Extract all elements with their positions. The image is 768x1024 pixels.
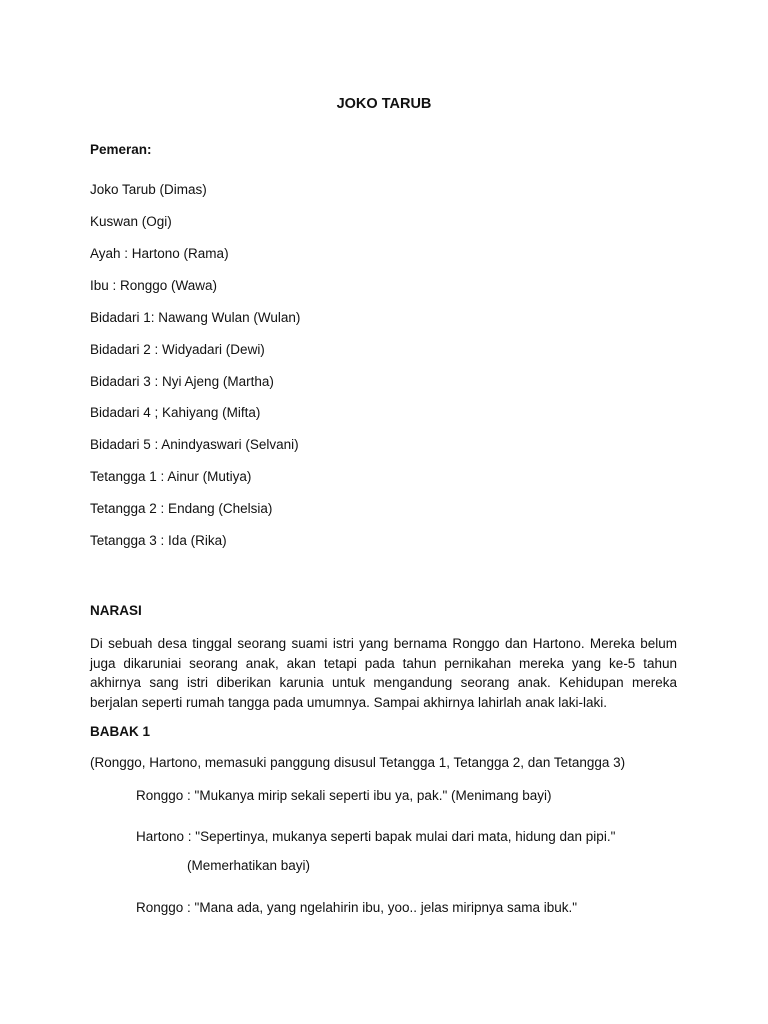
narasi-paragraph: Di sebuah desa tinggal seorang suami istri yang bernama Ronggo dan Hartono. Mereka belum juga dikaruniai seorang anak, akan tetapi pada tahun pernikahan mereka yang ke-5 tahun akhirnya sang istri diberikan karunia untuk mengandung seorang anak. Kehidupan mereka berjalan seperti rumah tangga pada umumnya. Sampai akhirnya lahirlah anak laki-laki. [90,636,677,710]
cast-item: Kuswan (Ogi) [90,214,172,229]
cast-item: Tetangga 3 : Ida (Rika) [90,533,227,548]
cast-item: Bidadari 1: Nawang Wulan (Wulan) [90,310,301,325]
cast-heading: Pemeran: [90,142,152,157]
cast-item: Bidadari 2 : Widyadari (Dewi) [90,342,265,357]
dialog-line: Ronggo : "Mukanya mirip sekali seperti ibu ya, pak." (Menimang bayi) [136,788,552,803]
stage-direction: (Ronggo, Hartono, memasuki panggung disusul Tetangga 1, Tetangga 2, dan Tetangga 3) [90,755,626,770]
cast-item: Joko Tarub (Dimas) [90,182,207,197]
narasi-heading: NARASI [90,603,142,618]
babak-heading: BABAK 1 [90,724,151,739]
dialog-line: Ronggo : "Mana ada, yang ngelahirin ibu, yoo.. jelas miripnya sama ibuk." [136,900,578,915]
cast-item: Bidadari 3 : Nyi Ajeng (Martha) [90,374,274,389]
dialog-line: Hartono : "Sepertinya, mukanya seperti bapak mulai dari mata, hidung dan pipi." [136,829,616,844]
cast-item: Ayah : Hartono (Rama) [90,246,229,261]
cast-item: Bidadari 5 : Anindyaswari (Selvani) [90,437,299,452]
cast-item: Bidadari 4 ; Kahiyang (Mifta) [90,405,261,420]
cast-item: Tetangga 2 : Endang (Chelsia) [90,501,273,516]
cast-item: Tetangga 1 : Ainur (Mutiya) [90,469,252,484]
cast-item: Ibu : Ronggo (Wawa) [90,278,218,293]
document-title: JOKO TARUB [336,96,432,112]
dialog-stage-note: (Memerhatikan bayi) [187,858,311,873]
